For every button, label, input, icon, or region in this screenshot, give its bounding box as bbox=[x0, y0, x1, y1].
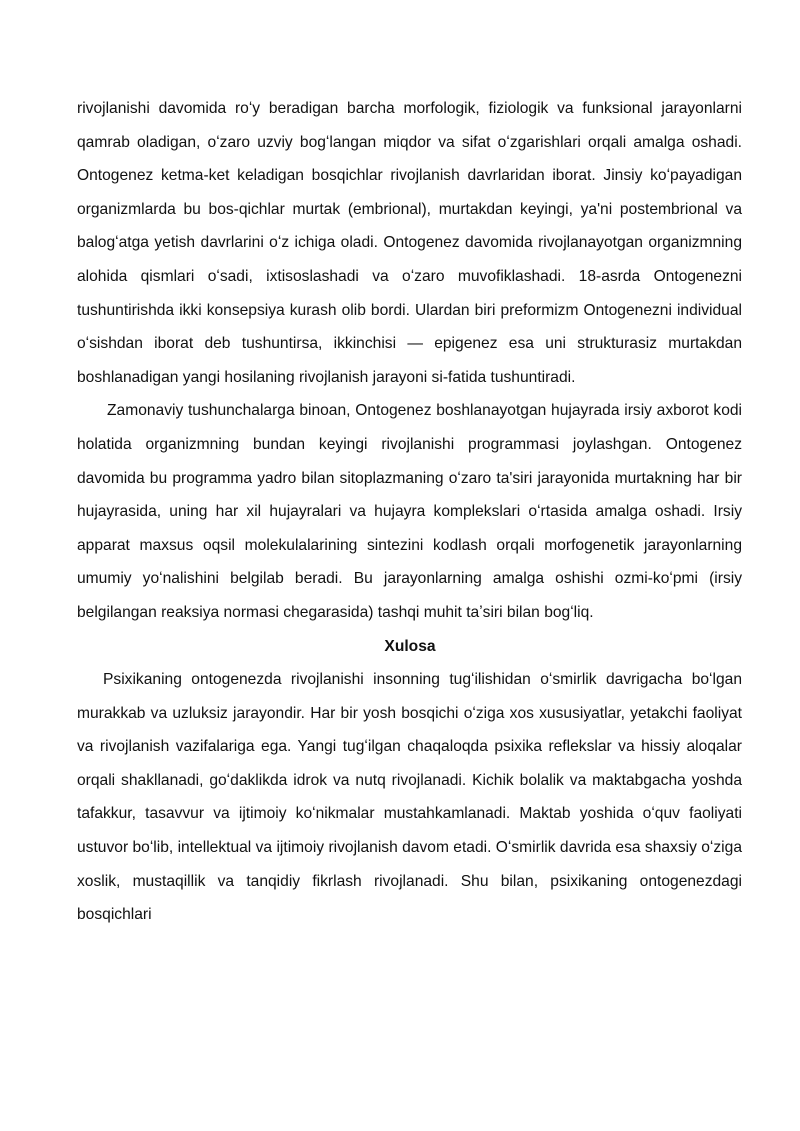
section-heading: Xulosa bbox=[384, 637, 436, 655]
body-paragraph-modern-concepts: Zamonaviy tushunchalarga binoan, Ontogenez boshlanayotgan hujayrada irsiy axborot kodi holatida organizmning bundan keyingi rivojlanishi programmasi joylashgan. Ontogenez davomida bu programma yadro bilan sitoplazmaning oʻzaro ta'siri jarayonida murtakning har bir hujayrasida, uning har xil hujayralari va hujayra komplekslari oʻrtasida amalga oshadi. Irsiy apparat maxsus oqsil molekulalarining sintezini kodlash orqali morfogenetik jarayonlarning umumiy yoʻnalishini belgilab beradi. Bu jarayonlarning amalga oshishi ozmi-koʻpmi (irsiy belgilangan reaksiya normasi chegarasida) tashqi muhit taʼsiri bilan bogʻliq. bbox=[77, 402, 742, 621]
body-paragraph-ontogenesis: rivojlanishi davomida roʻy beradigan barcha morfologik, fiziologik va funksional jarayonlarni qamrab oladigan, oʻzaro uzviy bogʻlangan miqdor va sifat oʻzgarishlari orqali amalga oshadi. Ontogenez ketma-ket keladigan bosqichlar rivojlanish davrlaridan iborat. Jinsiy koʻpayadigan organizmlarda bu bos-qichlar murtak (embrional), murtakdan keyingi, ya'ni postembrional va balogʻatga yetish davrlarini oʻz ichiga oladi. Ontogenez davomida rivojlanayotgan organizmning alohida qismlari oʻsadi, ixtisoslashadi va oʻzaro muvofiklashadi. 18-asrda Ontogenezni tushuntirishda ikki konsepsiya kurash olib bordi. Ulardan biri preformizm Ontogenezni individual oʻsishdan iborat deb tushuntirsa, ikkinchisi — epigenez esa uni strukturasiz murtakdan boshlanadigan yangi hosilaning rivojlanish jarayoni si-fatida tushuntiradi. bbox=[77, 100, 742, 386]
conclusion-paragraph: Psixikaning ontogenezda rivojlanishi insonning tugʻilishidan oʻsmirlik davrigacha boʻlgan murakkab va uzluksiz jarayondir. Har bir yosh bosqichi oʻziga xos xususiyatlar, yetakchi faoliyat va rivojlanish vazifalariga ega. Yangi tugʻilgan chaqaloqda psixika reflekslar va hissiy aloqalar orqali shakllanadi, goʻdaklikda idrok va nutq rivojlanadi. Kichik bolalik va maktabgacha yoshda tafakkur, tasavvur va ijtimoiy koʻnikmalar mustahkamlanadi. Maktab yoshida oʻquv faoliyati ustuvor boʻlib, intellektual va ijtimoiy rivojlanish davom etadi. Oʻsmirlik davrida esa shaxsiy oʻziga xoslik, mustaqillik va tanqidiy fikrlash rivojlanadi. Shu bilan, psixikaning ontogenezdagi bosqichlari bbox=[77, 671, 742, 924]
document-page bbox=[77, 92, 742, 932]
